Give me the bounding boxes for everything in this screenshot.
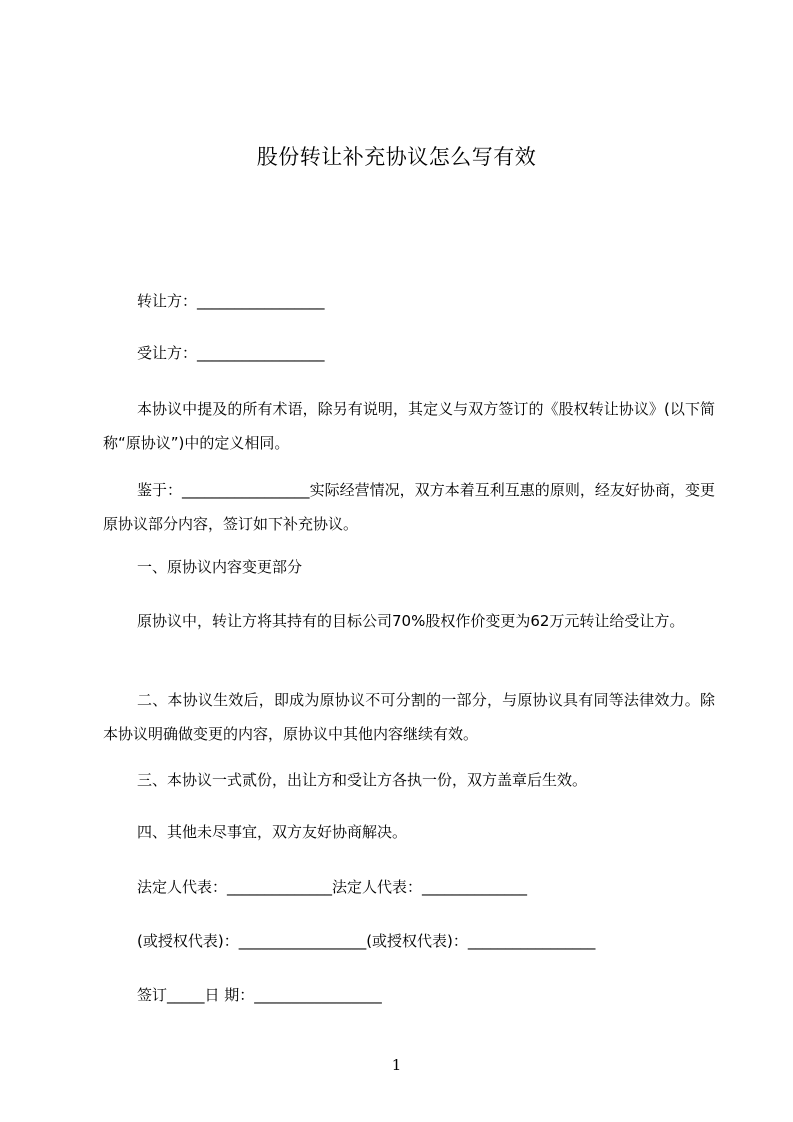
- section-2-paragraph: 二、本协议生效后，即成为原协议不可分割的一部分，与原协议具有同等法律效力。除本协议明确做变更的内容，原协议中其他内容继续有效。: [103, 691, 715, 743]
- page-number: 1: [391, 1056, 402, 1074]
- transferor-line: 转让方：_________________: [137, 292, 325, 310]
- legal-representatives-line: 法定人代表：______________法定人代表：______________: [137, 878, 528, 896]
- section-1-heading: 一、原协议内容变更部分: [137, 558, 303, 576]
- terms-paragraph: 本协议中提及的所有术语，除另有说明，其定义与双方签订的《股权转让协议》(以下简称“原协议”)中的定义相同。: [103, 400, 715, 452]
- change-paragraph: 原协议中，转让方将其持有的目标公司70%股权作价变更为62万元转让给受让方。: [137, 612, 685, 630]
- document-title: 股份转让补充协议怎么写有效: [256, 145, 537, 169]
- section-3-paragraph: 三、本协议一式贰份，出让方和受让方各执一份，双方盖章后生效。: [137, 771, 588, 789]
- section-4-paragraph: 四、其他未尽事宜，双方友好协商解决。: [137, 823, 408, 841]
- whereas-paragraph: 鉴于：_________________实际经营情况，双方本着互利互惠的原则，经友好协商，变更原协议部分内容，签订如下补充协议。: [103, 481, 715, 533]
- transferee-line: 受让方：_________________: [137, 344, 325, 362]
- authorized-representatives-line: (或授权代表)：_________________(或授权代表)：_________________: [137, 932, 596, 950]
- signing-date-line: 签订_____日 期：_________________: [137, 986, 382, 1004]
